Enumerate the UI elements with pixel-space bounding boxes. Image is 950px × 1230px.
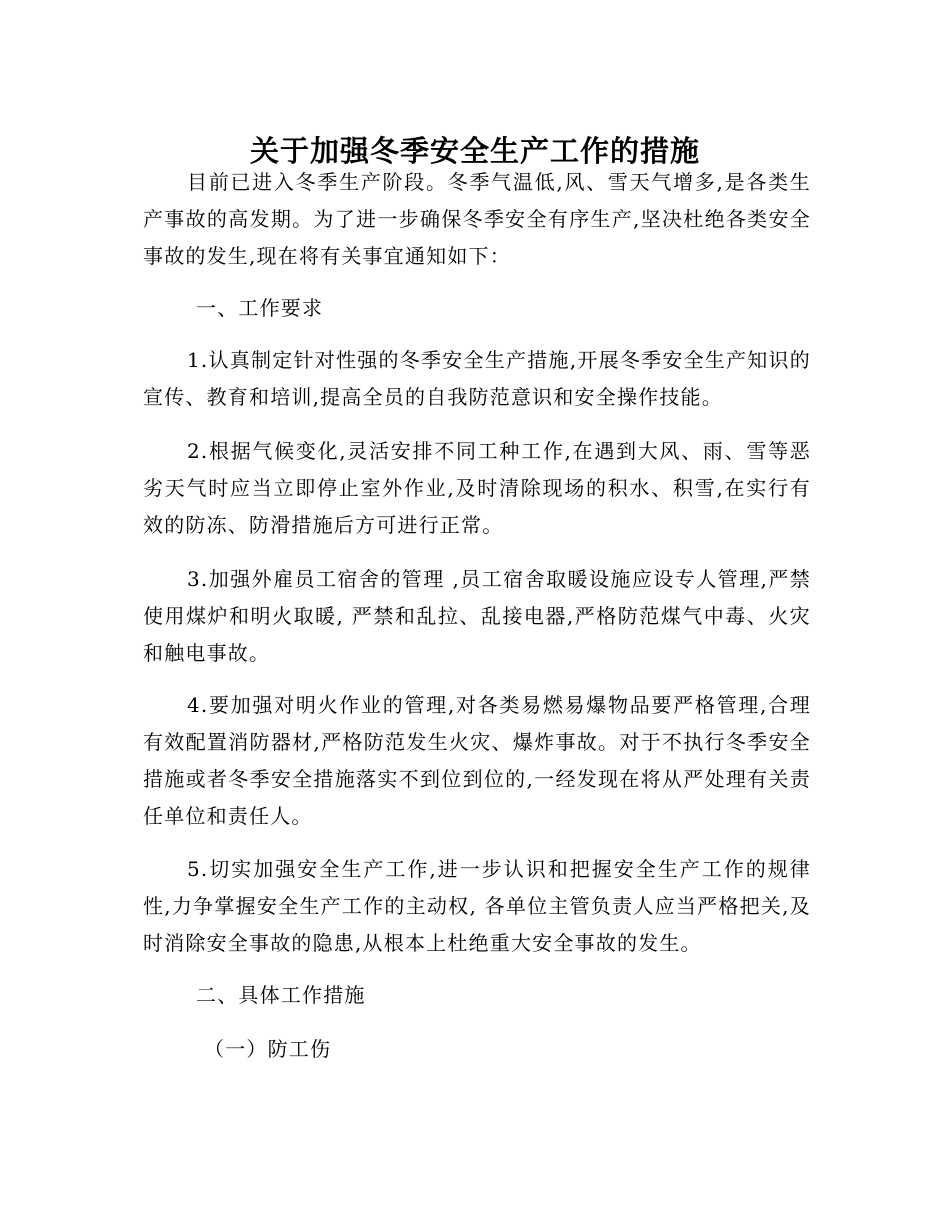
subsection-heading-injury-prevention: （一）防工伤 bbox=[204, 1037, 332, 1061]
requirement-item-1: 1.认真制定针对性强的冬季安全生产措施,开展冬季安全生产知识的宣传、教育和培训,提高全员的自我防范意识和安全操作技能。 bbox=[143, 348, 811, 409]
section-heading-requirements: 一、工作要求 bbox=[196, 296, 324, 320]
requirement-item-4: 4.要加强对明火作业的管理,对各类易燃易爆物品要严格管理,合理有效配置消防器材,严格防范发生火灾、爆炸事故。对于不执行冬季安全措施或者冬季安全措施落实不到位到位的,一经发现在将从严处理有关责任单位和责任人。 bbox=[143, 693, 811, 828]
document-title: 关于加强冬季安全生产工作的措施 bbox=[249, 134, 700, 169]
intro-paragraph: 目前已进入冬季生产阶段。冬季气温低,风、雪天气增多,是各类生产事故的高发期。为了进一步确保冬季安全有序生产,坚决杜绝各类安全事故的发生,现在将有关事宜通知如下： bbox=[143, 170, 811, 268]
section-heading-measures: 二、具体工作措施 bbox=[196, 983, 366, 1007]
requirement-item-5: 5.切实加强安全生产工作,进一步认识和把握安全生产工作的规律性,力争掌握安全生产工作的主动权, 各单位主管负责人应当严格把关,及时消除安全事故的隐患,从根本上杜绝重大安全事故的发生。 bbox=[143, 857, 811, 955]
requirement-item-2: 2.根据气候变化,灵活安排不同工种工作,在遇到大风、雨、雪等恶劣天气时应当立即停止室外作业,及时清除现场的积水、积雪,在实行有效的防冻、防滑措施后方可进行正常。 bbox=[143, 439, 811, 537]
requirement-item-3: 3.加强外雇员工宿舍的管理 ,员工宿舍取暖设施应设专人管理,严禁使用煤炉和明火取暖, 严禁和乱拉、乱接电器,严格防范煤气中毒、火灾和触电事故。 bbox=[143, 567, 811, 665]
